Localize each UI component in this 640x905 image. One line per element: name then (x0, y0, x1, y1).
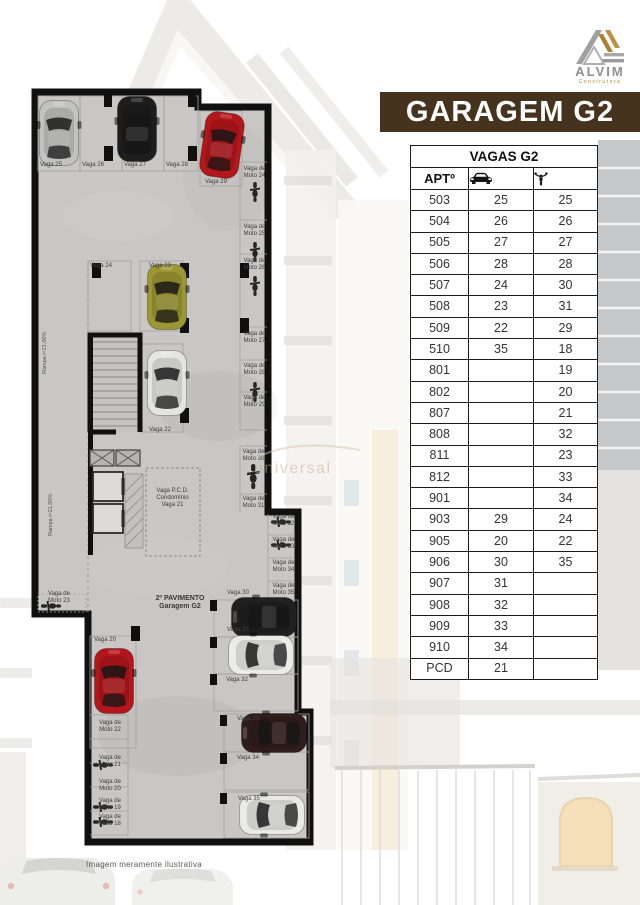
apt-cell: 801 (411, 360, 469, 381)
vaga-label-23: Vaga 23 (149, 263, 171, 269)
floorplan-svg (28, 86, 318, 866)
garage-floorplan (28, 86, 318, 866)
moto-label-23: Vaga de Moto 23 (48, 591, 70, 604)
table-row (411, 488, 598, 509)
car-vaga-cell: 34 (469, 637, 534, 658)
moto-label-34: Vaga de Moto 34 (272, 560, 295, 573)
table-row (411, 190, 598, 211)
moto-vaga-cell (534, 637, 598, 658)
table-row (411, 381, 598, 402)
table-row (411, 211, 598, 232)
moto-vaga-cell (534, 658, 598, 679)
apt-cell: 910 (411, 637, 469, 658)
apt-cell: 510 (411, 339, 469, 360)
moto-vaga-cell: 35 (534, 552, 598, 573)
table-row (411, 253, 598, 274)
vaga-label-30: Vaga 30 (227, 590, 249, 596)
apt-cell: 811 (411, 445, 469, 466)
vaga-label-25: Vaga 25 (40, 162, 62, 168)
table-row (411, 317, 598, 338)
apt-cell: 808 (411, 424, 469, 445)
table-row (411, 445, 598, 466)
apt-cell: 909 (411, 615, 469, 636)
moto-vaga-cell: 24 (534, 509, 598, 530)
car-vaga-cell: 27 (469, 232, 534, 253)
moto-label-24: Vaga de Moto 24 (243, 166, 266, 179)
moto-label-35: Vaga de Moto 35 (272, 583, 295, 596)
moto-vaga-cell: 31 (534, 296, 598, 317)
moto-label-21: Vaga de Moto 21 (99, 755, 121, 768)
car-vaga-cell: 35 (469, 339, 534, 360)
apt-cell: 506 (411, 253, 469, 274)
moto-vaga-cell: 23 (534, 445, 598, 466)
car-vaga-20 (92, 649, 137, 714)
apt-cell: 905 (411, 530, 469, 551)
moto-label-32: Vaga de Moto 32 (272, 514, 295, 527)
moto-label-29: Vaga de Moto 29 (243, 395, 266, 408)
apt-cell: 807 (411, 402, 469, 423)
moto-label-22: Vaga de Moto 22 (99, 720, 121, 733)
table-row (411, 530, 598, 551)
pcd-line2: Condomínio (156, 494, 189, 501)
pcd-line3: Vaga 21 (161, 501, 184, 508)
vaga-label-26: Vaga 26 (82, 162, 104, 168)
moto-label-33: Vaga de Moto 33 (272, 537, 295, 550)
car-vaga-31 (229, 633, 294, 678)
apt-cell: 802 (411, 381, 469, 402)
moto-label-28: Vaga de Moto 28 (243, 363, 266, 376)
car-vaga-23 (145, 265, 190, 330)
car-vaga-cell: 26 (469, 211, 534, 232)
car-vaga-cell (469, 466, 534, 487)
pavement-title (138, 595, 222, 611)
apt-cell: 901 (411, 488, 469, 509)
table-row (411, 339, 598, 360)
car-vaga-cell (469, 424, 534, 445)
table-row (411, 658, 598, 679)
moto-vaga-cell: 34 (534, 488, 598, 509)
vaga-label-35: Vaga 35 (238, 796, 260, 802)
moto-vaga-cell: 22 (534, 530, 598, 551)
vaga-label-20: Vaga 20 (94, 637, 116, 643)
table-row (411, 466, 598, 487)
vaga-label-27: Vaga 27 (124, 162, 146, 168)
car-vaga-25 (37, 101, 82, 166)
moto-vaga-cell: 20 (534, 381, 598, 402)
vaga-label-34: Vaga 34 (237, 755, 259, 761)
moto-label-27: Vaga de Moto 27 (243, 331, 266, 344)
car-vaga-cell (469, 402, 534, 423)
table-row (411, 424, 598, 445)
apt-cell: 906 (411, 552, 469, 573)
logo-name: ALVIM (575, 64, 625, 79)
apt-cell: 505 (411, 232, 469, 253)
apt-cell: 504 (411, 211, 469, 232)
table-header-row (411, 168, 598, 190)
pavement-title-line2: Garagem G2 (159, 603, 201, 611)
moto-vaga-cell (534, 594, 598, 615)
moto-vaga-cell: 19 (534, 360, 598, 381)
moto-vaga-cell: 30 (534, 275, 598, 296)
vaga-label-28: Vaga 28 (166, 162, 188, 168)
stairwell (90, 335, 140, 432)
moto-vaga-cell (534, 573, 598, 594)
car-vaga-22 (145, 351, 190, 416)
car-column-header (469, 168, 534, 190)
table-row (411, 637, 598, 658)
alvim-logo (560, 22, 640, 88)
car-vaga-cell: 32 (469, 594, 534, 615)
apt-cell: 508 (411, 296, 469, 317)
ramp-label-1: Rampa i=21,00% (42, 331, 48, 374)
alvim-logo-mark (576, 30, 624, 64)
vagas-table (410, 145, 598, 680)
table-row (411, 509, 598, 530)
moto-vaga-cell: 28 (534, 253, 598, 274)
table-row (411, 232, 598, 253)
car-vaga-27 (115, 97, 160, 162)
car-vaga-cell: 22 (469, 317, 534, 338)
moto-vaga-cell: 32 (534, 424, 598, 445)
hatched-shaft (125, 474, 143, 548)
moto-vaga-cell: 33 (534, 466, 598, 487)
car-icon (469, 172, 493, 185)
vaga-label-33: Vaga 33 (237, 716, 259, 722)
apt-cell: 503 (411, 190, 469, 211)
pavement-title-line1: 2º PAVIMENTO (155, 595, 205, 602)
moto-vaga-cell: 29 (534, 317, 598, 338)
apt-column-header: APTº (411, 168, 469, 190)
car-vaga-cell: 21 (469, 658, 534, 679)
moto-vaga-cell: 25 (534, 190, 598, 211)
moto-vaga-cell (534, 615, 598, 636)
moto-label-31: Vaga de Moto 31 (242, 496, 265, 509)
apt-cell: 907 (411, 573, 469, 594)
vaga-label-22: Vaga 22 (149, 427, 171, 433)
moto-label-20: Vaga de Moto 20 (99, 779, 121, 792)
logo-subtitle: Construtora (578, 79, 622, 85)
table-row (411, 594, 598, 615)
moto-label-25: Vaga de Moto 25 (243, 224, 266, 237)
car-vaga-cell (469, 488, 534, 509)
moto-label-19: Vaga de Moto 19 (99, 798, 121, 811)
moto-label-18: Vaga de Moto 18 (99, 814, 121, 827)
car-vaga-cell: 28 (469, 253, 534, 274)
apt-cell: 509 (411, 317, 469, 338)
table-row (411, 402, 598, 423)
moto-label-30: Vaga de Moto 30 (242, 449, 265, 462)
garage-title: GARAGEM G2 (405, 95, 615, 128)
table-row (411, 275, 598, 296)
vaga-label-32: Vaga 32 (226, 677, 248, 683)
car-vaga-cell: 23 (469, 296, 534, 317)
pcd-spot-label (145, 488, 200, 509)
vaga-label-29: Vaga 29 (205, 179, 227, 185)
car-vaga-cell: 20 (469, 530, 534, 551)
car-vaga-cell: 25 (469, 190, 534, 211)
apt-cell: 908 (411, 594, 469, 615)
disclaimer-caption: Imagem meramente ilustrativa (86, 860, 202, 869)
moto-vaga-cell: 26 (534, 211, 598, 232)
car-vaga-cell: 31 (469, 573, 534, 594)
vaga-label-24: Vaga 24 (90, 263, 112, 269)
apt-cell: 812 (411, 466, 469, 487)
apt-cell: 507 (411, 275, 469, 296)
vaga-label-31: Vaga 31 (227, 627, 249, 633)
moto-vaga-cell: 21 (534, 402, 598, 423)
table-title-row (411, 146, 598, 168)
car-vaga-cell: 30 (469, 552, 534, 573)
motorcycle-icon (534, 171, 548, 186)
apt-cell: PCD (411, 658, 469, 679)
car-vaga-cell: 29 (469, 509, 534, 530)
moto-vaga-cell: 18 (534, 339, 598, 360)
table-row (411, 552, 598, 573)
car-vaga-cell (469, 445, 534, 466)
pcd-line1: Vaga P.C.D. (156, 488, 189, 494)
car-vaga-cell: 33 (469, 615, 534, 636)
table-title: VAGAS G2 (411, 146, 598, 168)
building-tower-right (598, 140, 640, 670)
table-row (411, 573, 598, 594)
watermark-text: universal (254, 460, 332, 477)
car-vaga-cell (469, 381, 534, 402)
moto-vaga-cell: 27 (534, 232, 598, 253)
car-vaga-cell: 24 (469, 275, 534, 296)
moto-label-26: Vaga de Moto 26 (243, 258, 266, 271)
table-row (411, 615, 598, 636)
car-vaga-cell (469, 360, 534, 381)
ramp-label-2: Rampa i=21,00% (48, 493, 54, 536)
table-row (411, 360, 598, 381)
motorcycle-column-header (534, 168, 598, 190)
table-row (411, 296, 598, 317)
apt-cell: 903 (411, 509, 469, 530)
garage-title-banner (380, 92, 640, 132)
